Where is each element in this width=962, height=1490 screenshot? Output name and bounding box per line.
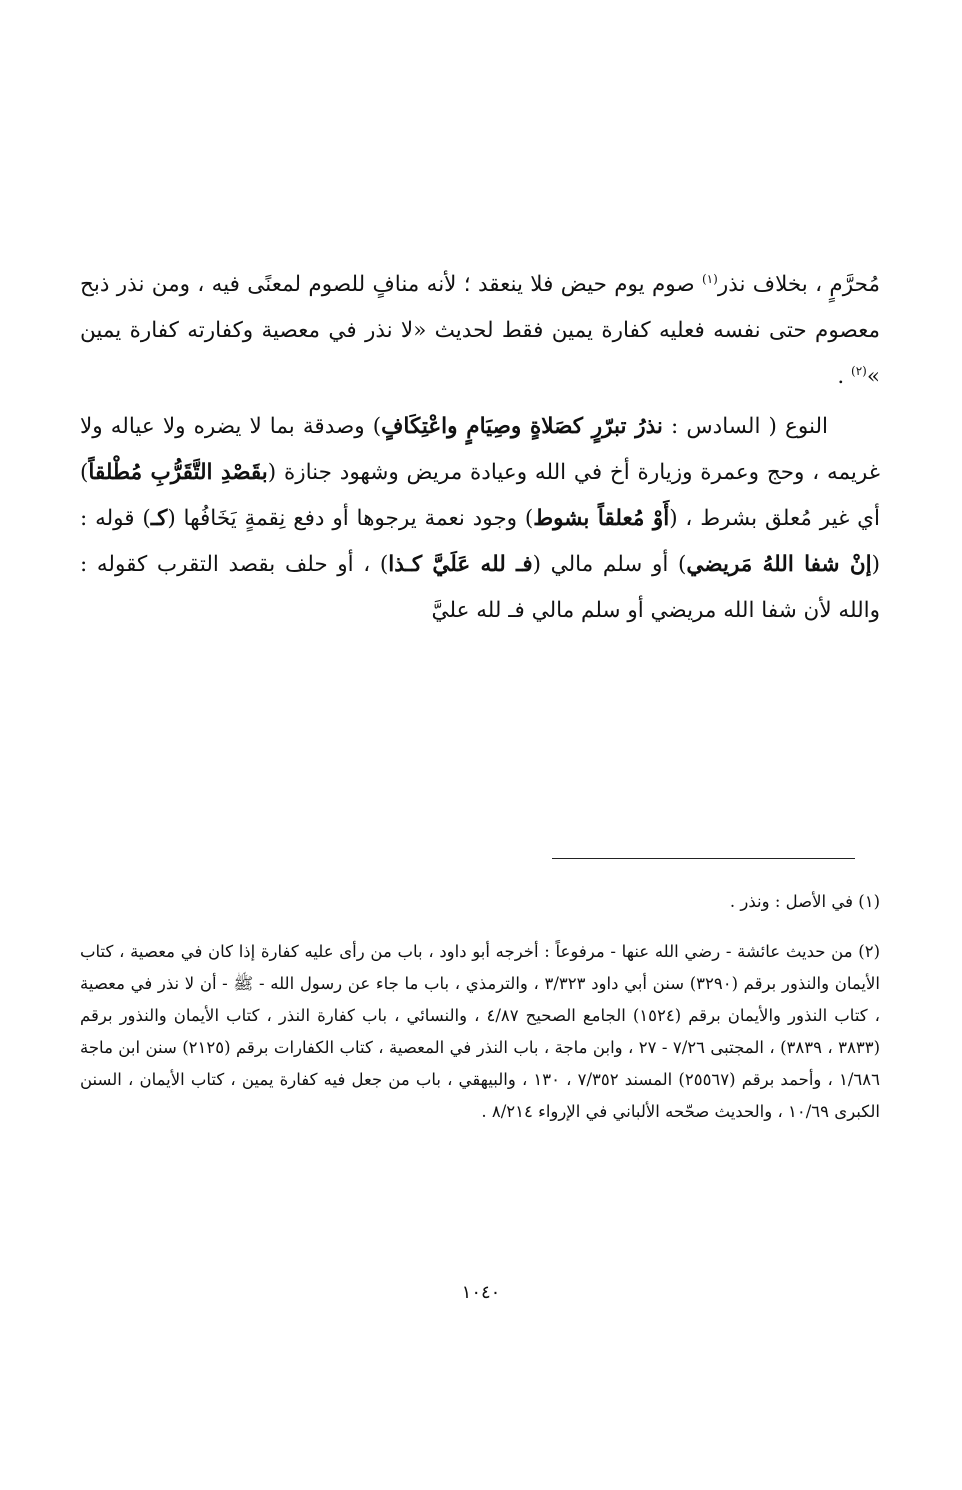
para1-text-1: مُحرَّمٍ ، بخلاف نذر bbox=[717, 272, 880, 297]
paragraph-sixth-type bbox=[80, 404, 880, 634]
footnotes-section bbox=[80, 886, 880, 1128]
footnote-2 bbox=[80, 936, 880, 1128]
para2-bold-3: أَوْ مُعلقاً بشوط bbox=[533, 506, 670, 531]
footnote-2-number: (٢) bbox=[858, 942, 880, 961]
page-number: ١٠٤٠ bbox=[461, 1282, 501, 1303]
para2-text-2: ) وصدقة بما لا يضره ولا عياله ولا غريمه ، وحج وعمرة وزيارة أخ في الله وعيادة مريض وشهود جنازة ( bbox=[80, 414, 881, 485]
main-body-text bbox=[80, 262, 880, 634]
para2-text-7: ) ، أو حلف بقصد التقرب كقوله : والله لأن شفا الله مريضي أو سلم مالي فـ لله عليَّ bbox=[80, 552, 880, 623]
footnote-ref-1: (١) bbox=[701, 271, 718, 286]
footnote-1 bbox=[80, 886, 880, 918]
footnote-1-number: (١) bbox=[858, 892, 880, 911]
para1-text-2: صوم يوم حيض فلا ينعقد ؛ لأنه منافٍ للصوم لمعنًى فيه ، ومن نذر ذبح معصوم حتى نفسه فعليه كفارة يمين فقط لحديث «لا نذر في معصية وكفارته كفارة يمين » bbox=[80, 272, 880, 389]
para2-text-1: النوع ( السادس : bbox=[662, 414, 829, 439]
footnote-1-text: في الأصل : ونذر . bbox=[729, 892, 859, 911]
para2-bold-4: كـ bbox=[150, 506, 168, 531]
footnote-ref-2: (٢) bbox=[851, 363, 867, 378]
para2-bold-6: فـ لله عَلَيَّ كـذا bbox=[388, 552, 533, 577]
para2-text-4: ) وجود نعمة يرجوها أو دفع نِقمةٍ يَخَافُها ( bbox=[167, 506, 534, 531]
paragraph-vow-in-sin bbox=[80, 262, 880, 400]
footnote-2-text: من حديث عائشة - رضي الله عنها - مرفوعاً : أخرجه أبو داود ، باب من رأى عليه كفارة إذا كان في معصية ، كتاب الأيمان والنذور برقم (٣٢٩٠) سنن أبي داود ٣/٣٢٣ ، والترمذي ، باب ما جاء عن رسول الله - ﷺ - أن لا نذر في معصية ، كتاب النذور والأيمان برقم (١٥٢٤) الجامع الصحيح ٤/٨٧ ، والنسائي ، باب كفارة النذر ، كتاب الأيمان والنذور برقم (٣٨٣٣ ، ٣٨٣٩) ، المجتبى ٧/٢٦ - ٢٧ ، وابن ماجة ، باب النذر في المعصية ، كتاب الكفارات برقم (٢١٢٥) سنن ابن ماجة ١/٦٨٦ ، وأحمد برقم (٢٥٥٦٧) المسند ٧/٣٥٢ ، ١٣٠ ، والبيهقي ، باب من جعل فيه كفارة يمين ، كتاب الأيمان ، السنن الكبرى ١٠/٦٩ ، والحديث صحّحه الألباني في الإرواء ٨/٢١٤ . bbox=[80, 942, 881, 1121]
para1-text-3: . bbox=[837, 364, 852, 389]
footnote-separator bbox=[552, 858, 855, 859]
para2-text-5: ) قوله : ( bbox=[80, 506, 881, 577]
para2-text-6: ) أو سلم مالي ( bbox=[532, 552, 687, 577]
para2-bold-1: نذرُ تبرّرٍ كصَلاةٍ وصِيَامٍ واعْتِكَافٍ bbox=[381, 414, 663, 439]
para2-bold-5: إنْ شفا اللهُ مَريضي bbox=[686, 552, 872, 577]
para2-bold-2: بقَصْدِ التَّقَرُّبِ مُطْلقاً bbox=[88, 460, 268, 485]
para2-text-3: ) أي غير مُعلق بشرط ، ( bbox=[80, 460, 880, 531]
